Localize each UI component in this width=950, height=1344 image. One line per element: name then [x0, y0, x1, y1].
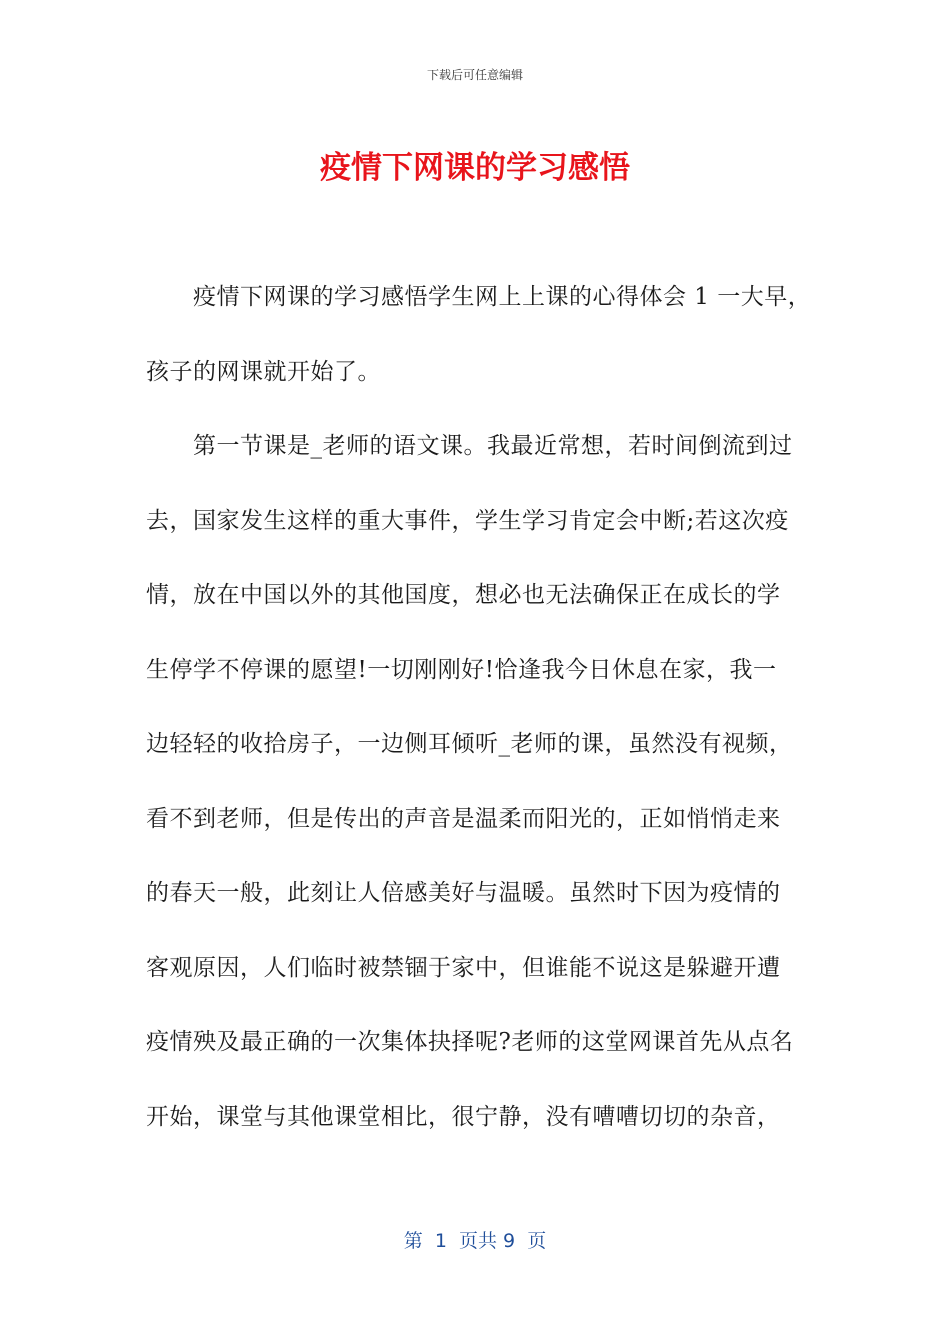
paragraph-line: 开始，课堂与其他课堂相比，很宁静，没有嘈嘈切切的杂音，	[146, 1103, 781, 1130]
paragraph-line: 孩子的网课就开始了。	[146, 358, 381, 385]
paragraph-line: 第一节课是_老师的语文课。我最近常想，若时间倒流到过	[193, 433, 793, 459]
paragraph-line: 边轻轻的收拾房子，一边侧耳倾听_老师的课，虽然没有视频，	[146, 731, 793, 757]
paragraph-line: 疫情下网课的学习感悟学生网上上课的心得体会 1 一大早，	[193, 284, 812, 310]
document-title: 疫情下网课的学习感悟	[320, 150, 630, 186]
document-body	[146, 272, 812, 1166]
header-note: 下载后可任意编辑	[426, 68, 523, 82]
paragraph-line: 客观原因，人们临时被禁锢于家中，但谁能不说这是躲避开遭	[146, 954, 781, 981]
paragraph-line: 疫情殃及最正确的一次集体抉择呢?老师的这堂网课首先从点名	[146, 1029, 794, 1055]
page-footer: 第 1 页共 9 页	[403, 1230, 547, 1252]
paragraph-line: 去，国家发生这样的重大事件，学生学习肯定会中断;若这次疫	[146, 507, 789, 534]
paragraph-line: 情，放在中国以外的其他国度，想必也无法确保正在成长的学	[146, 582, 781, 608]
paragraph-line: 看不到老师，但是传出的声音是温柔而阳光的，正如悄悄走来	[146, 805, 781, 832]
paragraph-line: 生停学不停课的愿望!一切刚刚好!恰逢我今日休息在家，我一	[146, 656, 777, 683]
paragraph-line: 的春天一般，此刻让人倍感美好与温暖。虽然时下因为疫情的	[146, 880, 781, 906]
